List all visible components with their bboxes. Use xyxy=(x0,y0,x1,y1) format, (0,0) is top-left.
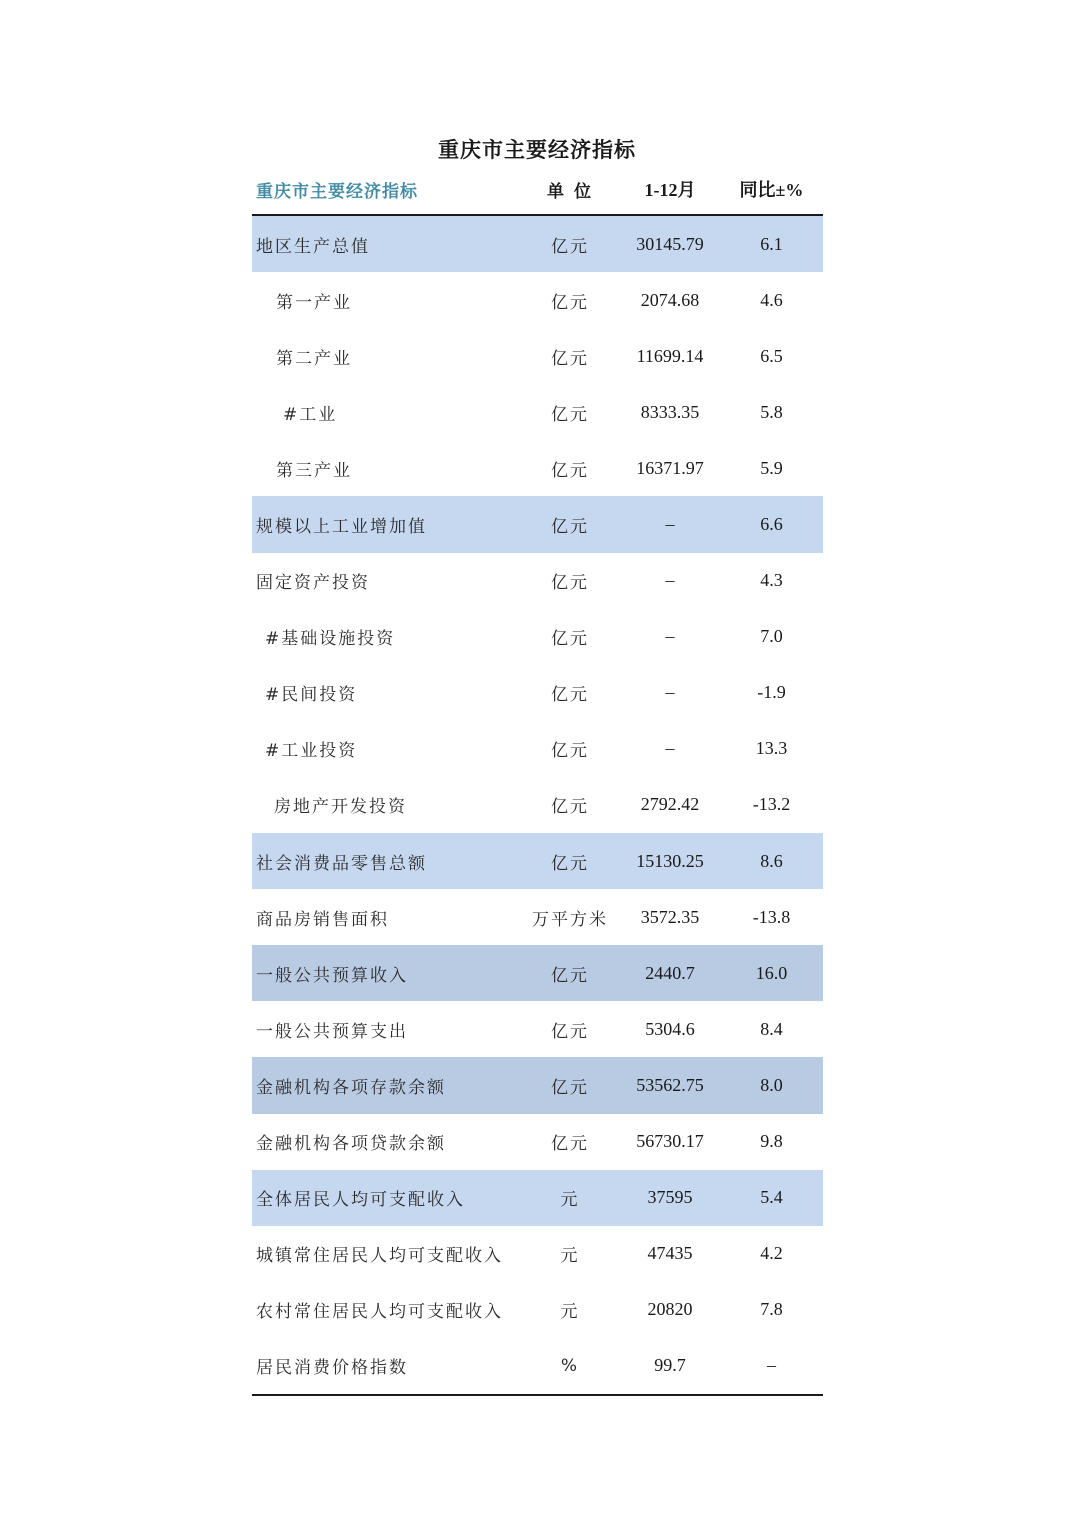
row-unit: 亿元 xyxy=(551,348,589,369)
row-yoy: 8.6 xyxy=(760,850,783,871)
row-name: 规模以上工业增加值 xyxy=(256,517,427,538)
row-yoy: 13.3 xyxy=(755,738,788,759)
row-name: 固定资产投资 xyxy=(256,573,370,594)
row-value: – xyxy=(665,682,675,703)
row-value: 53562.75 xyxy=(636,1074,704,1095)
table-row xyxy=(252,833,823,889)
row-yoy: 6.5 xyxy=(760,345,783,366)
row-name: 社会消费品零售总额 xyxy=(256,853,427,874)
row-unit: 亿元 xyxy=(551,685,589,706)
row-yoy: – xyxy=(767,1355,776,1376)
table-row xyxy=(252,496,823,552)
row-name: #工业投资 xyxy=(265,741,358,762)
table-row xyxy=(252,272,823,328)
table-row xyxy=(252,553,823,609)
row-name: #民间投资 xyxy=(265,685,358,706)
row-unit: 亿元 xyxy=(551,460,589,481)
table-row xyxy=(252,665,823,721)
row-yoy: 4.3 xyxy=(760,570,783,591)
row-value: – xyxy=(665,738,675,759)
row-value: – xyxy=(665,570,675,591)
row-unit: 亿元 xyxy=(551,1077,589,1098)
row-value: 11699.14 xyxy=(636,345,704,366)
table-row xyxy=(252,945,823,1001)
row-unit: 元 xyxy=(560,1302,580,1323)
table-row xyxy=(252,1001,823,1057)
row-unit: 亿元 xyxy=(551,965,589,986)
row-yoy: 8.4 xyxy=(760,1018,783,1039)
row-value: 47435 xyxy=(647,1243,693,1264)
row-value: – xyxy=(665,514,675,535)
row-unit: 元 xyxy=(560,1190,580,1211)
row-unit: 亿元 xyxy=(551,797,589,818)
row-name: 金融机构各项贷款余额 xyxy=(256,1134,446,1155)
table-row xyxy=(252,384,823,440)
table-row xyxy=(252,328,823,384)
header-yoy: 同比±% xyxy=(739,180,804,200)
row-unit: 亿元 xyxy=(551,853,589,874)
row-yoy: 5.8 xyxy=(760,401,783,422)
table-row xyxy=(252,1338,823,1396)
row-unit: 亿元 xyxy=(551,1021,589,1042)
row-yoy: -13.8 xyxy=(752,906,791,927)
row-name: 第三产业 xyxy=(276,460,352,481)
table-row xyxy=(252,216,823,272)
row-yoy: -1.9 xyxy=(757,682,786,703)
row-unit: 万平方米 xyxy=(532,909,608,930)
row-value: 30145.79 xyxy=(636,233,704,254)
row-value: 16371.97 xyxy=(636,457,704,478)
row-value: 8333.35 xyxy=(640,401,700,422)
table-header xyxy=(252,164,823,216)
table-row xyxy=(252,721,823,777)
page-title: 重庆市主要经济指标 xyxy=(438,138,636,162)
table-row xyxy=(252,1226,823,1282)
table-row xyxy=(252,440,823,496)
row-name: 城镇常住居民人均可支配收入 xyxy=(256,1246,503,1267)
table-row xyxy=(252,1170,823,1226)
row-unit: 亿元 xyxy=(551,404,589,425)
row-yoy: 7.8 xyxy=(760,1299,783,1320)
row-value: 3572.35 xyxy=(640,906,700,927)
row-value: 2792.42 xyxy=(640,794,700,815)
row-unit: % xyxy=(560,1355,580,1376)
row-yoy: 4.2 xyxy=(760,1243,783,1264)
row-unit: 亿元 xyxy=(551,236,589,257)
row-unit: 亿元 xyxy=(551,573,589,594)
table-row xyxy=(252,1114,823,1170)
row-name: 一般公共预算支出 xyxy=(256,1021,408,1042)
row-value: 56730.17 xyxy=(636,1131,704,1152)
table-row xyxy=(252,1282,823,1338)
row-unit: 亿元 xyxy=(551,741,589,762)
indicator-table xyxy=(252,164,823,1396)
row-unit: 亿元 xyxy=(551,292,589,313)
row-yoy: 4.6 xyxy=(760,289,783,310)
table-row xyxy=(252,889,823,945)
row-yoy: 8.0 xyxy=(760,1074,783,1095)
row-yoy: 7.0 xyxy=(760,626,783,647)
row-value: 20820 xyxy=(647,1299,693,1320)
table-row xyxy=(252,609,823,665)
row-value: 2074.68 xyxy=(640,289,700,310)
row-yoy: 5.4 xyxy=(760,1187,783,1208)
row-value: 15130.25 xyxy=(636,850,704,871)
row-name: 全体居民人均可支配收入 xyxy=(256,1190,465,1211)
row-yoy: 16.0 xyxy=(755,962,788,983)
row-value: 2440.7 xyxy=(645,962,695,983)
row-name: #基础设施投资 xyxy=(265,629,396,650)
table-row xyxy=(252,1057,823,1113)
header-name: 重庆市主要经济指标 xyxy=(256,181,418,202)
row-value: – xyxy=(665,626,675,647)
row-name: 房地产开发投资 xyxy=(274,797,407,818)
row-value: 5304.6 xyxy=(645,1018,695,1039)
row-unit: 亿元 xyxy=(551,1134,589,1155)
row-yoy: 6.6 xyxy=(760,514,783,535)
row-yoy: 5.9 xyxy=(760,457,783,478)
row-name: 居民消费价格指数 xyxy=(256,1358,408,1379)
row-name: 农村常住居民人均可支配收入 xyxy=(256,1302,503,1323)
row-name: #工业 xyxy=(283,404,338,425)
header-value: 1-12月 xyxy=(644,180,696,200)
row-unit: 亿元 xyxy=(551,629,589,650)
table-row xyxy=(252,777,823,833)
row-name: 第一产业 xyxy=(276,292,352,313)
row-name: 第二产业 xyxy=(276,348,352,369)
row-unit: 元 xyxy=(560,1246,580,1267)
row-value: 99.7 xyxy=(654,1355,686,1376)
row-name: 金融机构各项存款余额 xyxy=(256,1077,446,1098)
row-name: 一般公共预算收入 xyxy=(256,965,408,986)
row-value: 37595 xyxy=(647,1187,693,1208)
row-yoy: 9.8 xyxy=(760,1131,783,1152)
row-name: 地区生产总值 xyxy=(256,236,370,257)
header-unit: 单 位 xyxy=(547,181,593,202)
row-yoy: 6.1 xyxy=(760,233,783,254)
row-unit: 亿元 xyxy=(551,517,589,538)
row-yoy: -13.2 xyxy=(752,794,791,815)
row-name: 商品房销售面积 xyxy=(256,909,389,930)
